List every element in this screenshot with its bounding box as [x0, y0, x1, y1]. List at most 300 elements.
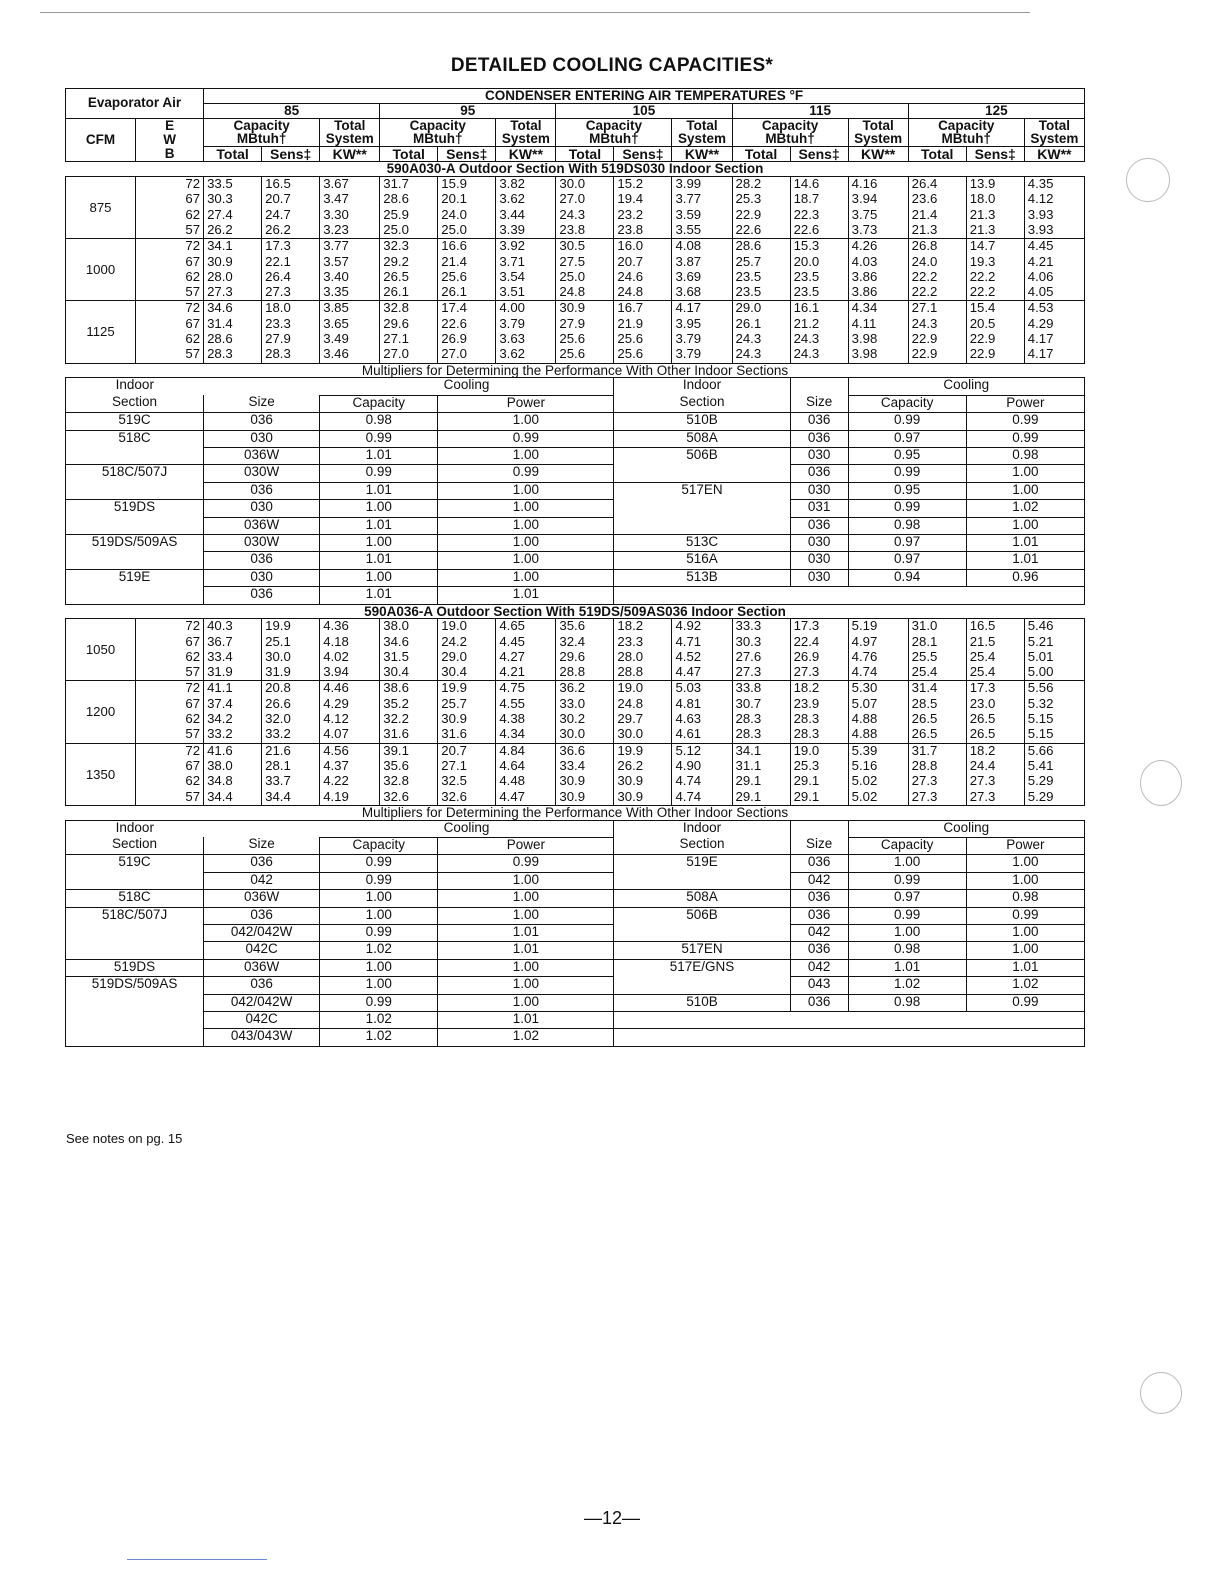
value: 4.97: [851, 633, 878, 649]
value: 24.0: [441, 206, 467, 222]
capacity-cell: [848, 587, 966, 604]
value: 32.3: [383, 238, 409, 254]
value: 28.3: [265, 346, 291, 362]
value: 23.5: [793, 284, 820, 300]
value: 5.03: [675, 680, 702, 696]
value: 3.49: [323, 331, 349, 347]
value-cell: [320, 177, 380, 239]
capacity-cell: 0.97: [848, 552, 966, 569]
multiplier-row: [66, 924, 1085, 941]
value-cell: [320, 681, 380, 743]
value-cell: [966, 177, 1024, 239]
value: 26.5: [969, 711, 996, 727]
power-cell: 1.01: [966, 534, 1084, 551]
cfm-cell: 1125: [66, 301, 136, 363]
indoor-section-cell: [614, 500, 790, 517]
ewb-value: 72: [185, 300, 201, 316]
value-cell: [204, 743, 262, 805]
multiplier-row: [66, 994, 1085, 1011]
section2-title: 590A036-A Outdoor Section With 519DS/509AS036 Indoor Section: [66, 604, 1085, 619]
value: 4.26: [851, 238, 878, 254]
size-cell: 030: [204, 430, 320, 447]
size-cell: 036W: [204, 517, 320, 534]
indoor-section-cell: [614, 587, 790, 604]
value: 3.75: [851, 206, 878, 222]
size-cell: 043: [790, 977, 848, 994]
size-cell: 036W: [204, 959, 320, 976]
total-header: Total: [204, 147, 262, 162]
ewb-value: 57: [185, 221, 201, 237]
value-cell: [848, 239, 908, 301]
value: 20.7: [441, 742, 467, 758]
value: 4.21: [499, 664, 525, 680]
value: 3.59: [675, 206, 702, 222]
capacity-cell: 1.01: [320, 447, 438, 464]
power-cell: 1.00: [966, 942, 1084, 959]
value: 31.7: [383, 176, 409, 192]
ewb-cell: [136, 177, 204, 239]
value: 24.3: [735, 346, 762, 362]
size-cell: 042: [790, 872, 848, 889]
multiplier-row: [66, 447, 1085, 464]
value: 29.7: [617, 711, 644, 727]
indoor-section-cell: [66, 942, 204, 959]
value: 30.3: [207, 191, 233, 207]
value-cell: [614, 619, 672, 681]
value-cell: [380, 177, 438, 239]
sens-header: Sens‡: [614, 147, 672, 162]
ewb-value: 67: [185, 253, 201, 269]
value-cell: [320, 743, 380, 805]
multiplier-row: [66, 587, 1085, 604]
value: 3.98: [851, 331, 878, 347]
kw-header: KW**: [848, 147, 908, 162]
temp-header: 95: [380, 103, 556, 118]
power-cell: 1.00: [438, 907, 614, 924]
value: 4.18: [323, 633, 349, 649]
value: 34.4: [207, 788, 233, 804]
value: 28.0: [207, 268, 233, 284]
value: 5.66: [1027, 742, 1054, 758]
value: 23.3: [265, 315, 291, 331]
power-cell: 1.00: [438, 447, 614, 464]
indoor-section-cell: 519DS: [66, 500, 204, 517]
size-cell: 036: [204, 552, 320, 569]
value-cell: [204, 681, 262, 743]
cooling-label: Cooling: [848, 378, 1084, 395]
size-cell: 036: [790, 465, 848, 482]
cooling-label: Cooling: [320, 378, 614, 395]
value: 34.6: [383, 633, 409, 649]
value: 5.29: [1027, 773, 1054, 789]
size-cell: 036: [790, 413, 848, 430]
evaporator-air-header: Evaporator Air: [66, 89, 204, 119]
capacity-cell: 0.99: [848, 465, 966, 482]
value: 16.7: [617, 300, 644, 316]
multiplier-row: [66, 500, 1085, 517]
value: 4.47: [499, 788, 525, 804]
value: 24.8: [617, 284, 644, 300]
value: 3.46: [323, 346, 349, 362]
value: 23.5: [735, 284, 762, 300]
value-cell: [732, 743, 790, 805]
power-cell: 0.99: [438, 855, 614, 872]
value: 4.63: [675, 711, 702, 727]
value: 26.9: [793, 648, 820, 664]
value: 24.3: [735, 331, 762, 347]
value-cell: [556, 239, 614, 301]
value: 41.6: [207, 742, 233, 758]
sens-header: Sens‡: [438, 147, 496, 162]
value: 26.5: [969, 726, 996, 742]
multiplier-row: [66, 430, 1085, 447]
value-cell: [320, 239, 380, 301]
ewb-b: B: [164, 145, 175, 161]
capacity-cell: 1.00: [848, 855, 966, 872]
value: 26.5: [911, 726, 938, 742]
kw-header: KW**: [672, 147, 732, 162]
size-cell: 030: [204, 569, 320, 586]
value: 22.6: [793, 221, 820, 237]
value-cell: [672, 681, 732, 743]
ewb-cell: [136, 743, 204, 805]
value: 25.6: [559, 331, 586, 347]
indoor-section-cell: 506B: [614, 447, 790, 464]
ewb-value: 62: [185, 711, 201, 727]
value: 27.3: [969, 773, 996, 789]
value-cell: [438, 743, 496, 805]
temp-header: 105: [556, 103, 732, 118]
ewb-value: 67: [185, 191, 201, 207]
value: 23.3: [617, 633, 644, 649]
value: 19.0: [793, 742, 820, 758]
value: 14.7: [969, 238, 996, 254]
sens-header: Sens‡: [966, 147, 1024, 162]
value: 28.1: [911, 633, 938, 649]
value: 29.6: [559, 648, 586, 664]
value: 30.0: [617, 726, 644, 742]
value: 21.3: [969, 221, 996, 237]
value: 34.1: [735, 742, 762, 758]
value-cell: [556, 743, 614, 805]
size-cell: 042/042W: [204, 994, 320, 1011]
power-cell: 1.01: [438, 924, 614, 941]
indoor-section-cell: [614, 1011, 790, 1028]
section1-body: [66, 162, 1085, 363]
value: 3.95: [675, 315, 702, 331]
capacity-cell: 1.00: [848, 924, 966, 941]
value: 30.4: [383, 664, 409, 680]
data-row: [66, 681, 1085, 743]
size-cell: 031: [790, 500, 848, 517]
size-cell: 036: [790, 907, 848, 924]
ewb-cell: [136, 301, 204, 363]
value: 3.54: [499, 268, 525, 284]
value: 32.0: [265, 711, 291, 727]
value-cell: [380, 619, 438, 681]
value: 26.6: [265, 695, 291, 711]
value: 21.3: [911, 221, 938, 237]
value: 30.9: [559, 773, 586, 789]
value: 3.39: [499, 221, 525, 237]
value: 27.3: [735, 664, 762, 680]
value: 33.0: [559, 695, 586, 711]
value: 4.08: [675, 238, 702, 254]
value: 25.5: [911, 648, 938, 664]
size-cell: 036: [790, 942, 848, 959]
value: 22.3: [793, 206, 820, 222]
indoor-section-cell: 518C/507J: [66, 907, 204, 924]
indoor-section-cell: [66, 517, 204, 534]
value: 3.69: [675, 268, 702, 284]
value: 4.19: [323, 788, 349, 804]
value-cell: [438, 177, 496, 239]
value: 26.1: [735, 315, 762, 331]
value: 3.87: [675, 253, 702, 269]
capacity-cell: 1.00: [320, 890, 438, 907]
power-cell: 1.02: [966, 500, 1084, 517]
capacity-cell: 0.99: [848, 413, 966, 430]
capacity-header: Capacity MBtuh†: [380, 118, 496, 147]
value: 31.5: [383, 648, 409, 664]
multiplier-row: [66, 1029, 1085, 1046]
multiplier-row: [66, 534, 1085, 551]
indoor-section-cell: 519DS/509AS: [66, 534, 204, 551]
size-cell: 036: [204, 855, 320, 872]
value-cell: [438, 681, 496, 743]
value: 30.9: [207, 253, 233, 269]
value: 4.34: [851, 300, 878, 316]
ewb-value: 57: [185, 284, 201, 300]
value-cell: [614, 681, 672, 743]
value: 25.3: [793, 757, 820, 773]
value-cell: [732, 177, 790, 239]
value: 27.1: [383, 331, 409, 347]
value: 26.2: [207, 221, 233, 237]
value: 41.1: [207, 680, 233, 696]
capacity-cell: 0.97: [848, 534, 966, 551]
size-cell: 036: [790, 994, 848, 1011]
value: 5.21: [1027, 633, 1054, 649]
multiplier-row: [66, 907, 1085, 924]
capacity-cell: 0.98: [848, 517, 966, 534]
capacity-cell: 0.98: [848, 942, 966, 959]
value: 3.82: [499, 176, 525, 192]
mult-header-row: [66, 378, 1085, 395]
value: 5.15: [1027, 726, 1054, 742]
value: 3.40: [323, 268, 349, 284]
value-cell: [556, 619, 614, 681]
value: 3.86: [851, 284, 878, 300]
value: 28.3: [793, 726, 820, 742]
value-cell: [496, 743, 556, 805]
value: 31.9: [265, 664, 291, 680]
value: 37.4: [207, 695, 233, 711]
value: 26.1: [383, 284, 409, 300]
value-cell: [790, 743, 848, 805]
value-cell: [614, 301, 672, 363]
indoor-section-cell: 517EN: [614, 482, 790, 499]
indoor-section-cell: [614, 924, 790, 941]
value: 4.17: [675, 300, 702, 316]
value: 29.1: [793, 773, 820, 789]
value: 3.62: [499, 346, 525, 362]
ewb-value: 62: [185, 268, 201, 284]
total-system-header: Total System: [672, 118, 732, 147]
value: 4.21: [1027, 253, 1054, 269]
power-cell: 1.00: [438, 872, 614, 889]
size-cell: 036W: [204, 890, 320, 907]
value: 16.5: [969, 618, 996, 634]
value: 20.7: [617, 253, 644, 269]
value: 25.4: [969, 664, 996, 680]
value: 5.29: [1027, 788, 1054, 804]
ewb-e: E: [165, 118, 175, 134]
value: 3.99: [675, 176, 702, 192]
value: 4.17: [1027, 331, 1054, 347]
indoor-section-cell: [66, 552, 204, 569]
value: 39.1: [383, 742, 409, 758]
size-cell: 036: [204, 977, 320, 994]
capacity-cell: 0.99: [320, 430, 438, 447]
sens-header: Sens‡: [790, 147, 848, 162]
value-cell: [908, 239, 966, 301]
value: 28.8: [559, 664, 586, 680]
indoor-section-cell: 519DS/509AS: [66, 977, 204, 994]
kw-header: KW**: [1024, 147, 1084, 162]
capacity-header: Capacity MBtuh†: [732, 118, 848, 147]
value: 18.2: [969, 742, 996, 758]
ewb-value: 67: [185, 757, 201, 773]
value: 20.8: [265, 680, 291, 696]
value: 24.8: [617, 695, 644, 711]
value: 4.71: [675, 633, 702, 649]
value: 23.2: [617, 206, 644, 222]
indoor-section-cell: [614, 1029, 790, 1046]
value: 27.9: [559, 315, 586, 331]
size-cell: [790, 1029, 848, 1046]
value: 4.84: [499, 742, 525, 758]
value: 5.02: [851, 773, 878, 789]
value: 27.3: [793, 664, 820, 680]
power-cell: 0.96: [966, 569, 1084, 586]
power-cell: 1.02: [438, 1029, 614, 1046]
value: 26.9: [441, 331, 467, 347]
value: 16.0: [617, 238, 644, 254]
value: 25.4: [911, 664, 938, 680]
multiplier-row: [66, 465, 1085, 482]
value: 17.4: [441, 300, 467, 316]
value: 19.4: [617, 191, 644, 207]
value: 30.0: [265, 648, 291, 664]
value: 3.57: [323, 253, 349, 269]
indoor-section-cell: 508A: [614, 890, 790, 907]
value: 17.3: [969, 680, 996, 696]
size-cell: 030W: [204, 465, 320, 482]
value: 29.6: [383, 315, 409, 331]
value: 27.3: [207, 284, 233, 300]
value: 30.9: [617, 788, 644, 804]
value: 22.2: [911, 268, 938, 284]
size-cell: 036: [790, 517, 848, 534]
power-cell: 1.00: [438, 569, 614, 586]
power-cell: 1.00: [438, 959, 614, 976]
value: 20.0: [793, 253, 820, 269]
size-cell: 043/043W: [204, 1029, 320, 1046]
temperature-row: [66, 103, 1085, 118]
indoor-section-cell: 519DS: [66, 959, 204, 976]
value: 18.2: [617, 618, 644, 634]
value: 23.0: [969, 695, 996, 711]
value: 19.3: [969, 253, 996, 269]
value-cell: [1024, 239, 1084, 301]
value: 26.4: [911, 176, 938, 192]
ewb-value: 57: [185, 346, 201, 362]
power-cell: 1.00: [966, 872, 1084, 889]
value-cell: [908, 619, 966, 681]
sens-header: Sens‡: [262, 147, 320, 162]
value: 13.9: [969, 176, 996, 192]
value: 4.81: [675, 695, 702, 711]
capacity-header: Capacity MBtuh†: [908, 118, 1024, 147]
size-cell: 030: [790, 552, 848, 569]
total-system-header: Total System: [496, 118, 556, 147]
value: 25.0: [559, 268, 586, 284]
value-cell: [848, 681, 908, 743]
value-cell: [262, 743, 320, 805]
value: 27.1: [441, 757, 467, 773]
value: 24.6: [617, 268, 644, 284]
total-system-header: Total System: [320, 118, 380, 147]
value: 5.46: [1027, 618, 1054, 634]
size-cell: [790, 587, 848, 604]
capacity-cell: 1.00: [320, 977, 438, 994]
value: 18.2: [793, 680, 820, 696]
section1-title: 590A030-A Outdoor Section With 519DS030 Indoor Section: [66, 162, 1085, 177]
value: 38.0: [383, 618, 409, 634]
value-cell: [672, 239, 732, 301]
size-blank: [204, 378, 320, 395]
value: 18.0: [969, 191, 996, 207]
value-cell: [262, 301, 320, 363]
value: 24.7: [265, 206, 291, 222]
multiplier-row: [66, 413, 1085, 430]
value: 26.4: [265, 268, 291, 284]
value: 18.7: [793, 191, 820, 207]
value: 4.34: [499, 726, 525, 742]
value: 19.0: [441, 618, 467, 634]
total-header: Total: [732, 147, 790, 162]
ewb-value: 72: [185, 176, 201, 192]
value: 3.55: [675, 221, 702, 237]
value: 5.15: [1027, 711, 1054, 727]
value: 33.4: [207, 648, 233, 664]
value-cell: [496, 301, 556, 363]
mult-subheader-row: [66, 395, 1085, 412]
value-cell: [204, 619, 262, 681]
value: 38.6: [383, 680, 409, 696]
value: 4.03: [851, 253, 878, 269]
value-cell: [966, 681, 1024, 743]
value: 29.1: [735, 773, 762, 789]
capacity-cell: 1.02: [848, 977, 966, 994]
value: 24.8: [559, 284, 586, 300]
value-cell: [1024, 177, 1084, 239]
power-cell: 1.00: [966, 482, 1084, 499]
power-cell: 0.99: [966, 430, 1084, 447]
value: 31.7: [911, 742, 938, 758]
value: 30.0: [559, 726, 586, 742]
